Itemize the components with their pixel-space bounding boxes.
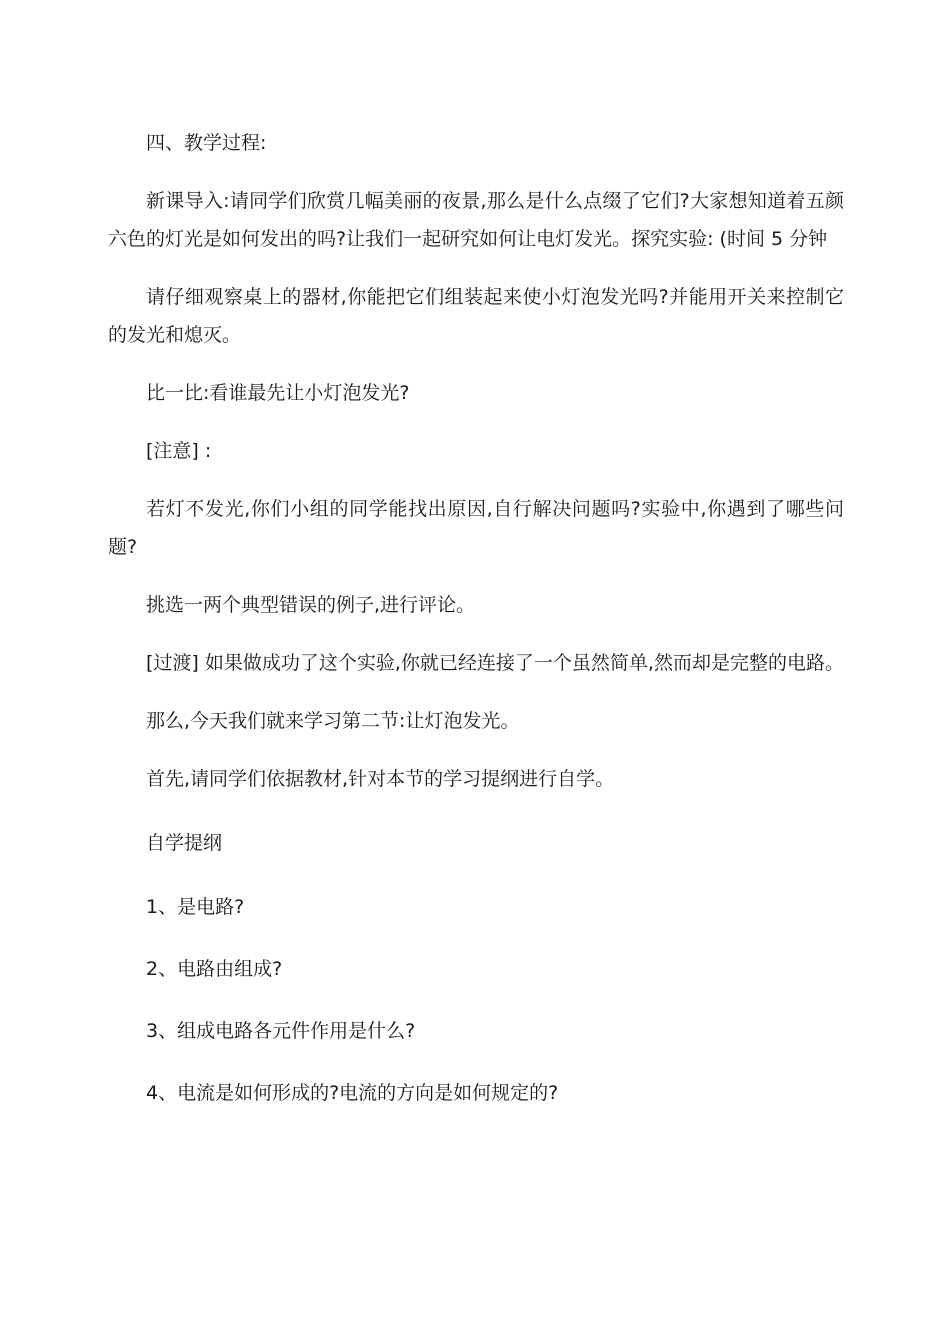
paragraph-observe: 请仔细观察桌上的器材,你能把它们组装起来使小灯泡发光吗?并能用开关来控制它的发光和熄灭。 bbox=[108, 286, 844, 346]
paragraph-self-study: 首先,请同学们依据教材,针对本节的学习提纲进行自学。 bbox=[146, 768, 615, 790]
paragraph-note-label: [注意] : bbox=[146, 440, 212, 462]
paragraph-intro: 新课导入:请同学们欣赏几幅美丽的夜景,那么是什么点缀了它们?大家想知道着五颜六色的灯光是如何发出的吗?让我们一起研究如何让电灯发光。探究实验: (时间 5 分钟 bbox=[108, 190, 844, 250]
section-heading: 四、教学过程: bbox=[146, 132, 267, 154]
document-body bbox=[108, 124, 844, 1112]
outline-item-4: 4、电流是如何形成的?电流的方向是如何规定的? bbox=[146, 1082, 559, 1104]
outline-item-2: 2、电路由组成? bbox=[146, 958, 283, 980]
outline-item-3: 3、组成电路各元件作用是什么? bbox=[146, 1020, 416, 1042]
paragraph-lesson: 那么,今天我们就来学习第二节:让灯泡发光。 bbox=[146, 710, 520, 732]
outline-heading: 自学提纲 bbox=[146, 832, 223, 854]
paragraph-review: 挑选一两个典型错误的例子,进行评论。 bbox=[146, 594, 476, 616]
paragraph-troubleshoot: 若灯不发光,你们小组的同学能找出原因,自行解决问题吗?实验中,你遇到了哪些问题? bbox=[108, 498, 844, 558]
paragraph-compare: 比一比:看谁最先让小灯泡发光? bbox=[146, 382, 410, 404]
outline-item-1: 1、是电路? bbox=[146, 896, 245, 918]
paragraph-transition: [过渡] 如果做成功了这个实验,你就已经连接了一个虽然简单,然而却是完整的电路。 bbox=[146, 652, 844, 674]
